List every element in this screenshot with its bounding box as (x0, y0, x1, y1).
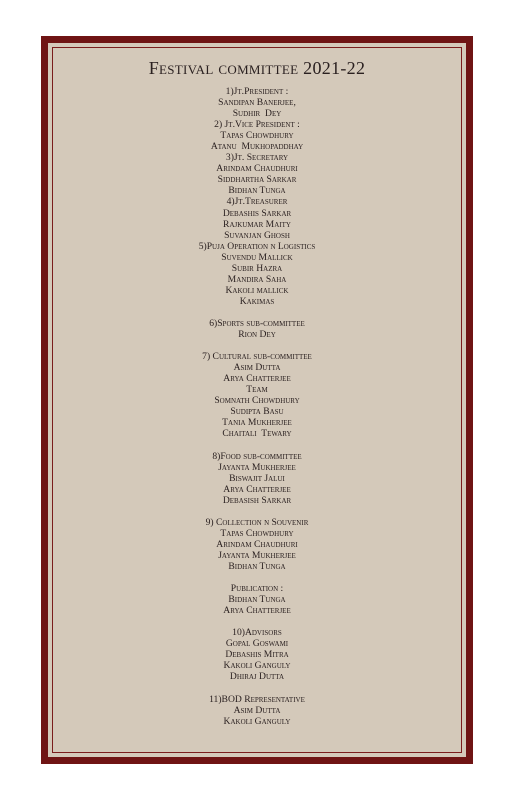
spacer-line (48, 440, 466, 451)
list-line: Dhiraj Dutta (229, 671, 285, 683)
list-line: Debashis Mitra (225, 649, 289, 661)
list-line: Biswajit Jalui (229, 472, 285, 484)
list-line: Tapas Chowdhury (220, 527, 294, 539)
list-line: Arya Chatterjee (223, 605, 291, 617)
list-line: Subir Hazra (231, 262, 283, 274)
list-line: Mandira Saha (227, 273, 287, 285)
paper-background (48, 43, 466, 757)
list-line: Bidhan Tunga (228, 561, 286, 573)
spacer-line (48, 683, 466, 694)
list-line: Sudipta Basu (230, 406, 284, 418)
list-line: Tapas Chowdhury (220, 130, 294, 142)
list-line: Rion Dey (238, 329, 276, 341)
list-line: Bidhan Tunga (228, 594, 286, 606)
list-line: 6)Sports sub-committee (209, 317, 305, 329)
list-line: Publication : (230, 583, 284, 595)
list-line: Arya Chatterjee (223, 373, 291, 385)
list-line: Kakoli mallick (225, 284, 289, 296)
list-line: Tania Mukherjee (222, 417, 292, 429)
list-line: Rajkumar Maity (223, 218, 291, 230)
spacer-line (48, 572, 466, 583)
list-line: Gopal Goswami (225, 638, 289, 650)
document-title: Festival committee 2021-22 (148, 58, 366, 78)
list-line: Debasish Sarkar (222, 494, 292, 506)
list-line: 2) Jt.Vice President : (214, 119, 300, 131)
list-line: 9) Collection n Souvenir (205, 516, 309, 528)
list-line: Team (246, 384, 268, 396)
list-line: Suvendu Mallick (221, 251, 293, 263)
list-line: Kakoli Ganguly (223, 660, 291, 672)
list-line: 7) Cultural sub-committee (202, 351, 312, 363)
list-line: 5)Puja Operation n Logistics (198, 240, 316, 252)
list-line: 3)Jt. Secretary (225, 152, 289, 164)
list-line: Atanu Mukhopaddhay (210, 141, 304, 153)
page-frame (41, 36, 473, 764)
list-line: Siddhartha Sarkar (217, 174, 297, 186)
list-line: Sandipan Banerjee, (218, 97, 296, 109)
list-line: 8)Food sub-committee (212, 450, 302, 462)
list-line: Asim Dutta (233, 704, 281, 716)
list-line: 4)Jt.Treasurer (226, 196, 288, 208)
list-line: Somnath Chowdhury (214, 395, 300, 407)
list-line: 11)BOD Representative (209, 693, 305, 705)
list-line: Asim Dutta (233, 362, 281, 374)
list-line: Jayanta Mukherjee (218, 461, 296, 473)
list-line: 10)Advisors (232, 627, 282, 639)
list-line: Debashis Sarkar (222, 207, 292, 219)
list-line: Arya Chatterjee (223, 483, 291, 495)
list-line: Chaitali Tewary (222, 428, 292, 440)
list-line: Kakoli Ganguly (223, 715, 291, 727)
list-line: Suvanjan Ghosh (224, 229, 290, 241)
spacer-line (48, 307, 466, 318)
spacer-line (48, 506, 466, 517)
spacer-line (48, 616, 466, 627)
document-content (48, 57, 466, 727)
list-line: Sudhir Dey (232, 108, 282, 120)
list-line: 1)Jt.President : (225, 86, 289, 97)
list-line: Arindam Chaudhuri (216, 538, 298, 550)
list-line: Arindam Chaudhuri (216, 163, 298, 175)
list-line: Bidhan Tunga (228, 185, 286, 197)
list-line: Jayanta Mukherjee (218, 549, 296, 561)
list-line: Kakimas (239, 295, 275, 307)
spacer-line (48, 340, 466, 351)
committee-list (48, 86, 466, 727)
